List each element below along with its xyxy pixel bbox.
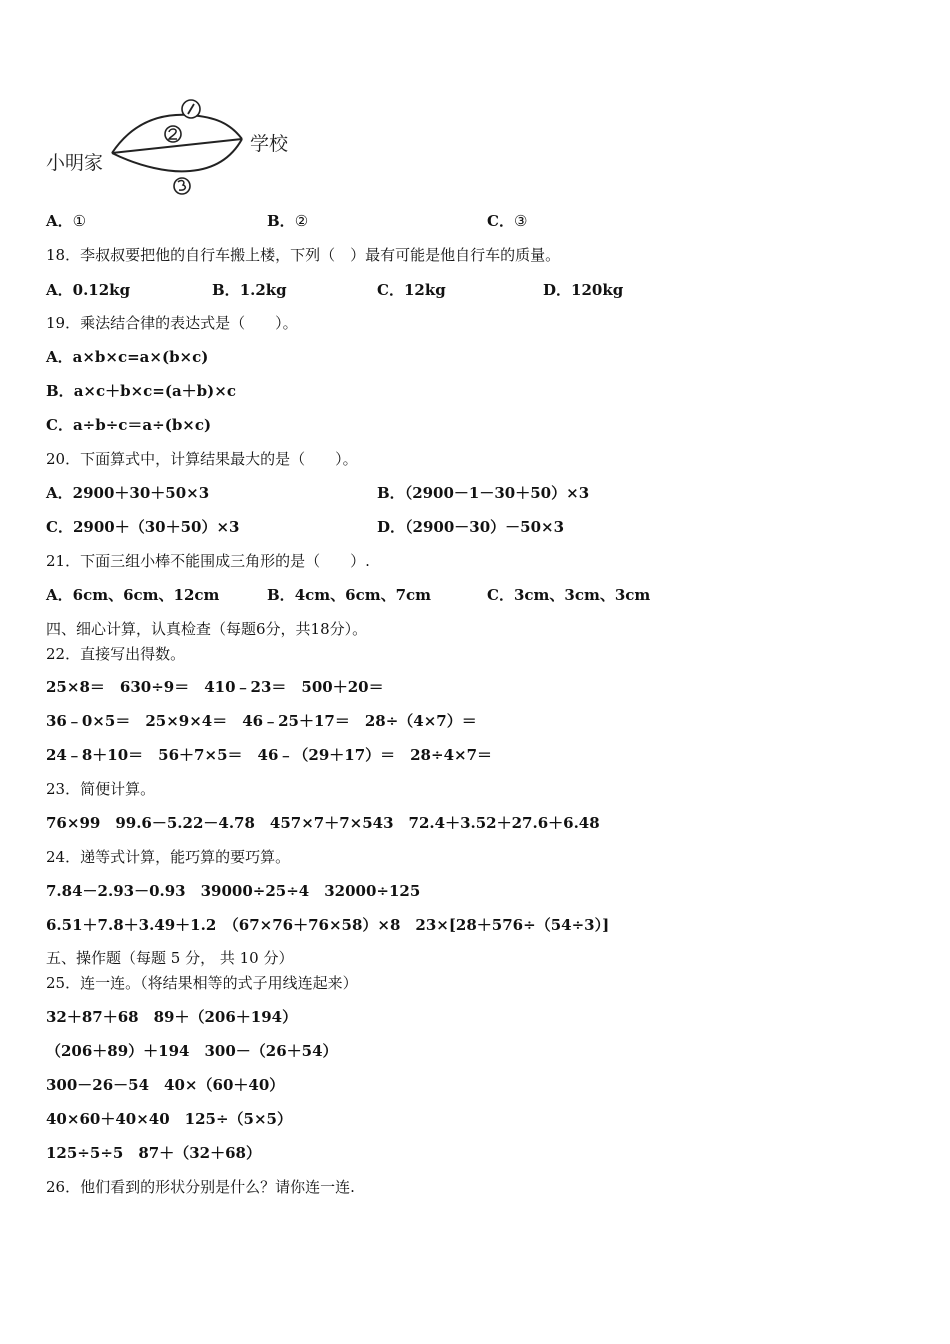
q19-option-a[interactable]: A．a×b×c=a×(b×c) [46, 348, 209, 366]
q18-stem: 18．李叔叔要把他的自行车搬上楼，下列（ ）最有可能是他自行车的质量。 [46, 246, 561, 264]
q17-option-a[interactable]: A．① [46, 212, 87, 230]
q20-option-a[interactable]: A．2900＋30＋50×3 [46, 484, 210, 502]
home-label: 小明家 [46, 152, 104, 174]
q21-option-c[interactable]: C．3cm、3cm、3cm [487, 586, 651, 604]
q22-row-1: 25×8＝ 630÷9＝ 410﹣23＝ 500＋20＝ [46, 678, 384, 696]
q17-option-c[interactable]: C．③ [487, 212, 528, 230]
q25-row-2: （206＋89）＋194 300－（26＋54） [46, 1042, 338, 1060]
q25-stem: 25．连一连。（将结果相等的式子用线连起来） [46, 974, 358, 992]
q20-stem: 20．下面算式中，计算结果最大的是（ ）。 [46, 450, 358, 468]
q21-option-b[interactable]: B．4cm、6cm、7cm [267, 586, 432, 604]
q19-option-b[interactable]: B．a×c＋b×c=(a＋b)×c [46, 382, 236, 400]
q23-row-1: 76×99 99.6－5.22－4.78 457×7＋7×543 72.4＋3.52＋27.6＋6.48 [46, 814, 600, 832]
section4-title: 四、细心计算，认真检查（每题6分，共18分）。 [46, 620, 368, 638]
q18-option-b[interactable]: B．1.2kg [212, 281, 287, 299]
route-diagram [40, 95, 320, 205]
q25-row-5: 125÷5÷5 87＋（32＋68） [46, 1144, 261, 1162]
q25-row-1: 32＋87＋68 89＋（206＋194） [46, 1008, 298, 1026]
q25-row-4: 40×60＋40×40 125÷（5×5） [46, 1110, 292, 1128]
q22-stem: 22．直接写出得数。 [46, 645, 186, 663]
q18-option-c[interactable]: C．12kg [377, 281, 446, 299]
section5-title: 五、操作题（每题 5 分， 共 10 分） [46, 949, 294, 967]
q20-option-c[interactable]: C．2900＋（30＋50）×3 [46, 518, 240, 536]
q22-row-3: 24﹣8＋10＝ 56＋7×5＝ 46﹣（29＋17）＝ 28÷4×7＝ [46, 746, 493, 764]
q24-row-2: 6.51＋7.8＋3.49＋1.2 （67×76＋76×58）×8 23×[28＋576÷（54÷3）] [46, 916, 610, 934]
q25-row-3: 300－26－54 40×（60＋40） [46, 1076, 285, 1094]
q21-option-a[interactable]: A．6cm、6cm、12cm [46, 586, 220, 604]
q18-option-a[interactable]: A．0.12kg [46, 281, 131, 299]
q20-option-b[interactable]: B．（2900－1－30＋50）×3 [377, 484, 590, 502]
q24-stem: 24．递等式计算，能巧算的要巧算。 [46, 848, 291, 866]
q23-stem: 23．简便计算。 [46, 780, 156, 798]
school-label: 学校 [250, 133, 289, 155]
q19-option-c[interactable]: C．a÷b÷c＝a÷(b×c) [46, 416, 212, 434]
q17-option-b[interactable]: B．② [267, 212, 309, 230]
route-lower [112, 139, 242, 171]
q20-option-d[interactable]: D．（2900－30）－50×3 [377, 518, 565, 536]
q22-row-2: 36﹣0×5＝ 25×9×4＝ 46﹣25＋17＝ 28÷（4×7）＝ [46, 712, 477, 730]
q21-stem: 21．下面三组小棒不能围成三角形的是（ ）. [46, 552, 370, 570]
q19-stem: 19．乘法结合律的表达式是（ ）。 [46, 314, 298, 332]
q26-stem: 26．他们看到的形状分别是什么？请你连一连. [46, 1178, 355, 1196]
q24-row-1: 7.84－2.93－0.93 39000÷25÷4 32000÷125 [46, 882, 421, 900]
q18-option-d[interactable]: D．120kg [543, 281, 624, 299]
